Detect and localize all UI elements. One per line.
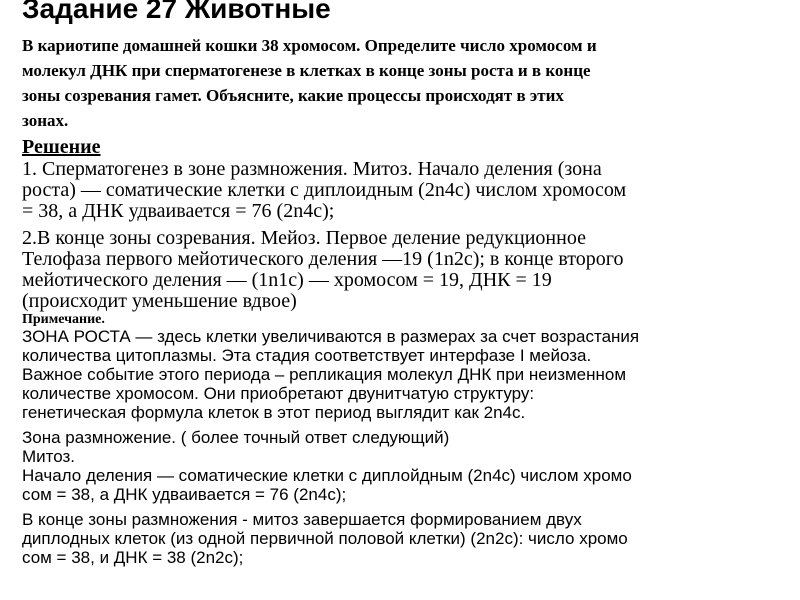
task-text	[22, 33, 792, 133]
task-line: зоны созревания гамет. Объясните, какие процессы происходят в этих	[22, 86, 564, 105]
solution-line: роста) — соматические клетки с диплоидным (2n4c) числом хромосом	[22, 179, 627, 201]
note-line: Важное событие этого периода – репликация молекул ДНК при неизменном	[22, 365, 627, 384]
task-line: В кариотипе домашней кошки 38 хромосом. Определите число хромосом и	[22, 36, 597, 55]
note-line: Зона размножение. ( более точный ответ следующий)	[22, 428, 450, 447]
task-line: зонах.	[22, 111, 69, 130]
solution-line: = 38, а ДНК удваивается = 76 (2n4c);	[22, 200, 335, 222]
note-line: В конце зоны размножения - митоз завершается формированием двух	[22, 510, 582, 529]
note-reproduction-zone	[22, 428, 792, 504]
note-line: количестве хромосом. Они приобретают двунитчатую структуру:	[22, 384, 535, 403]
note-line: сом = 38, и ДНК = 38 (2n2c);	[22, 548, 244, 567]
note-growth-zone	[22, 327, 792, 422]
task-line: молекул ДНК при сперматогенезе в клетках в конце зоны роста и в конце	[22, 61, 591, 80]
solution-heading: Решение	[22, 136, 101, 158]
note-line: Начало деления — соматические клетки с диплойдным (2n4c) числом хромо	[22, 466, 632, 485]
note-line: Митоз.	[22, 447, 76, 466]
solution-line: (происходит уменьшение вдвое)	[22, 290, 297, 312]
solution-step-1	[22, 159, 792, 222]
note-heading: Примечание.	[22, 312, 105, 327]
solution-line: Телофаза первого мейотического деления —19 (1n2c); в конце второго	[22, 248, 624, 270]
note-line: диплодных клеток (из одной первичной половой клетки) (2n2c): число хромо	[22, 529, 628, 548]
solution-line: 1. Сперматогенез в зоне размножения. Митоз. Начало деления (зона	[22, 158, 602, 180]
note-line: генетическая формула клеток в этот период выглядит как 2n4c.	[22, 403, 526, 422]
page-title: Задание 27 Животные	[22, 0, 331, 24]
note-line: количества цитоплазмы. Эта стадия соответствует интерфазе I мейоза.	[22, 346, 592, 365]
note-line: ЗОНА РОСТА — здесь клетки увеличиваются в размерах за счет возрастания	[22, 327, 640, 346]
solution-line: мейотического деления — (1n1c) — хромосом = 19, ДНК = 19	[22, 269, 552, 291]
solution-step-2	[22, 228, 792, 312]
slide	[22, 0, 792, 567]
solution-line: 2.В конце зоны созревания. Мейоз. Первое деление редукционное	[22, 227, 586, 249]
note-reproduction-end	[22, 510, 792, 567]
note-line: сом = 38, а ДНК удваивается = 76 (2n4c);	[22, 485, 347, 504]
